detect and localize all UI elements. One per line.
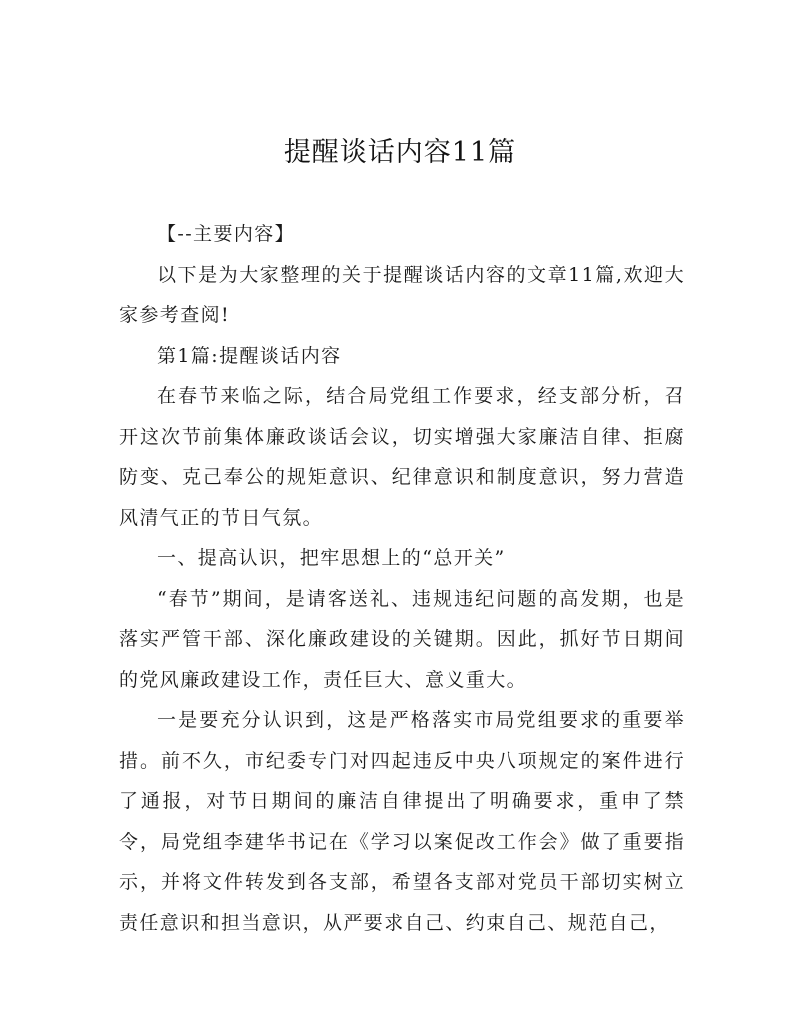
paragraph-body: 一是要充分认识到，这是严格落实市局党组要求的重要举措。前不久，市纪委专门对四起违反中央八项规定的案件进行了通报，对节日期间的廉洁自律提出了明确要求，重申了禁令，局党组李建华书记在《学习以案促改工作会》做了重要指示，并将文件转发到各支部，希望各支部对党员干部切实树立责任意识和担当意识，从严要求自己、约束自己、规范自己，: [119, 709, 685, 934]
paragraph-body: “春节”期间，是请客送礼、违规违纪问题的高发期，也是落实严管干部、深化廉政建设的关键期。因此，抓好节日期间的党风廉政建设工作，责任巨大、意义重大。: [119, 587, 685, 691]
paragraph-section-heading: 第1篇:提醒谈话内容: [157, 344, 342, 367]
paragraph-intro: 以下是为大家整理的关于提醒谈话内容的文章11篇,欢迎大家参考查阅!: [119, 263, 685, 326]
document-body: [119, 214, 685, 943]
paragraph-main-content-label: 【--主要内容】: [157, 223, 296, 245]
paragraph-subheading: 一、提高认识，把牢思想上的“总开关”: [157, 547, 506, 569]
paragraph-body: 在春节来临之际，结合局党组工作要求，经支部分析，召开这次节前集体廉政谈话会议，切实增强大家廉洁自律、拒腐防变、克己奉公的规矩意识、纪律意识和制度意识，努力营造风清气正的节日气氛。: [119, 385, 685, 529]
document-title: 提醒谈话内容11篇: [283, 137, 517, 168]
